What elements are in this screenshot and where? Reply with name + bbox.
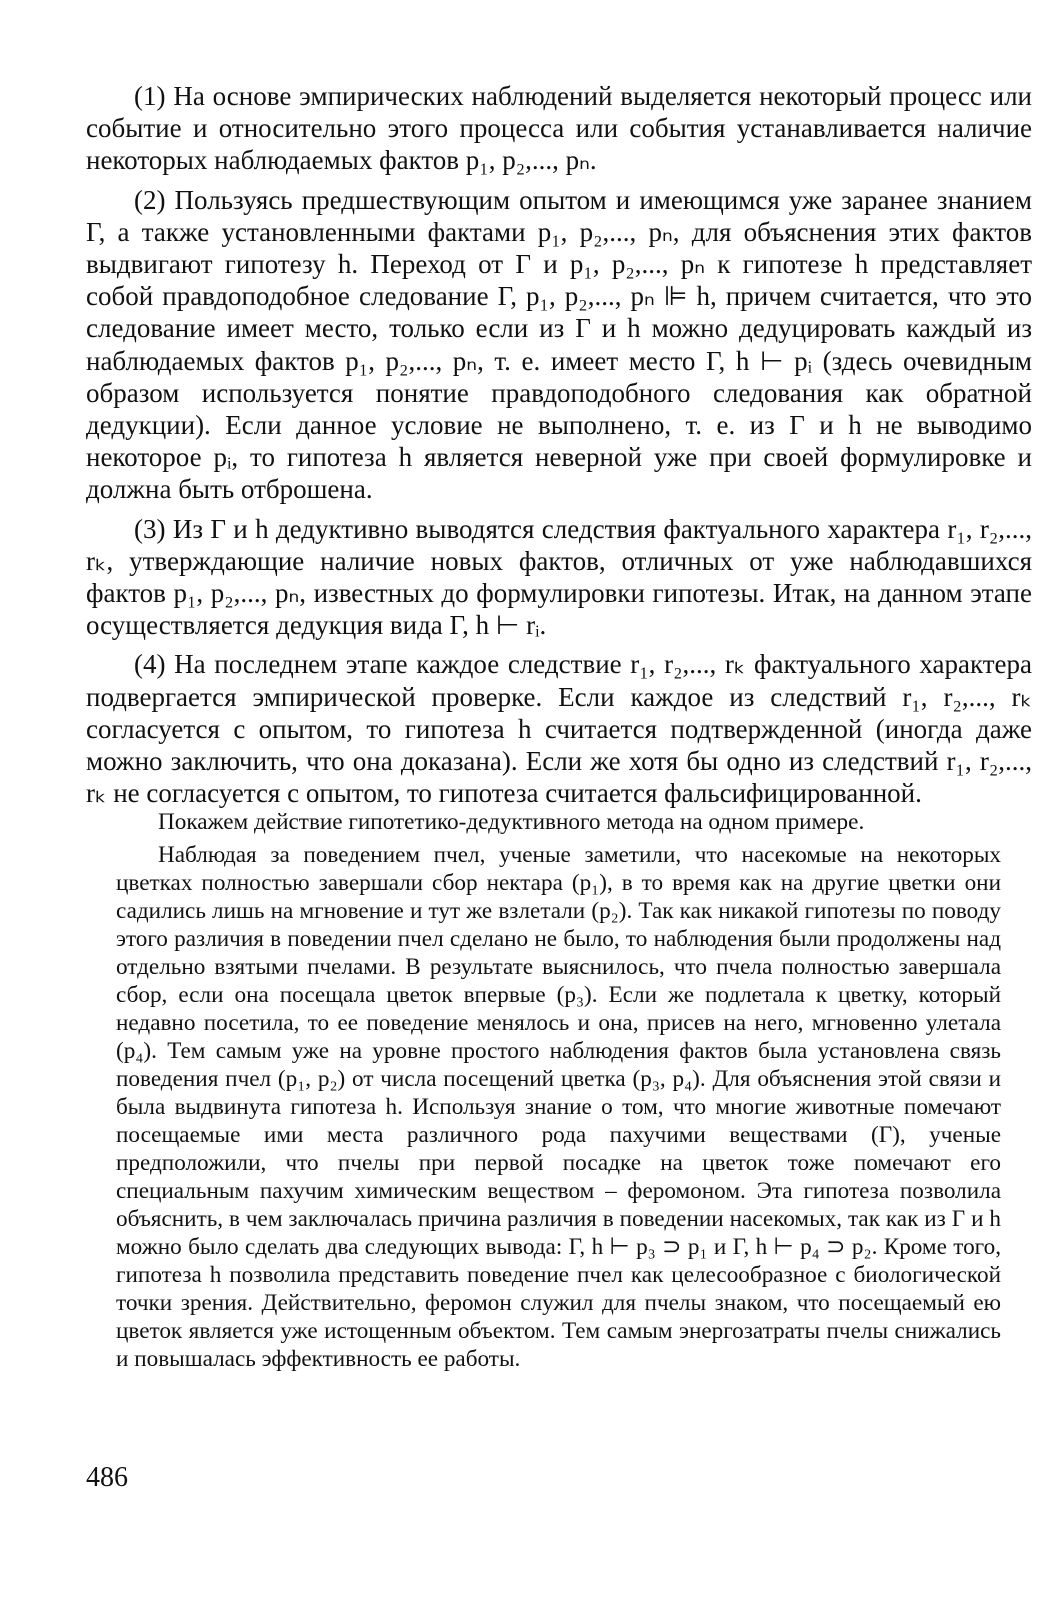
method-steps-section — [86, 80, 1032, 816]
example-bee-paragraph: Наблюдая за поведением пчел, ученые заметили, что насекомые на некоторых цветках полностью завершали сбор нектара (p₁), в то время как на другие цветки они садились лишь на мгновение и тут же взлетали (p₂). Так как никакой гипотезы по поводу этого различия в поведении пчел сделано не было, то наблюдения были продолжены над отдельно взятыми пчелами. В результате выяснилось, что пчела полностью завершала сбор, если она посещала цветок впервые (p₃). Если же подлетала к цветку, который недавно посетила, то ее поведение менялось и она, присев на него, мгновенно улетала (p₄). Тем самым уже на уровне простого наблюдения фактов была установлена связь поведения пчел (p₁, p₂) от числа посещений цветка (p₃, p₄). Для объяснения этой связи и была выдвинута гипотеза h. Используя знание о том, что многие животные помечают посещаемые ими места различного рода пахучими веществами (Г), ученые предположили, что пчелы при первой посадке на цветок тоже помечают его специальным пахучим химическим веществом – феромоном. Эта гипотеза позволила объяснить, в чем заключалась причина различия в поведении насекомых, так как из Г и h можно было сделать два следующих вывода: Г, h ⊢ p₃ ⊃ p₁ и Г, h ⊢ p₄ ⊃ p₂. Кроме того, гипотеза h позволила представить поведение пчел как целесообразное с биологической точки зрения. Действительно, феромон служил для пчелы знаком, что посещаемый ею цветок является уже истощенным объектом. Тем самым энергозатраты пчелы снижались и повышалась эффективность ее работы. — [116, 842, 1001, 1372]
example-intro-paragraph: Покажем действие гипотетико-дедуктивного метода на одном примере. — [158, 809, 865, 835]
step-2-paragraph: (2) Пользуясь предшествующим опытом и имеющимся уже заранее знанием Г, а также установленными фактами p₁, p₂,..., pₙ, для объяснения этих фактов выдвигают гипотезу h. Переход от Г и p₁, p₂,..., pₙ к гипотезе h представляет собой правдоподобное следование Г, p₁, p₂,..., pₙ ⊫ h, причем считается, что это следование имеет место, только если из Г и h можно дедуцировать каждый из наблюдаемых фактов p₁, p₂,..., pₙ, т. е. имеет место Г, h ⊢ pᵢ (здесь очевидным образом используется понятие правдоподобного следования как обратной дедукции). Если данное условие не выполнено, т. е. из Г и h не выводимо некоторое pᵢ, то гипотеза h является неверной уже при своей формулировке и должна быть отброшена. — [86, 184, 1032, 505]
example-section — [116, 808, 1001, 1373]
step-1-paragraph: (1) На основе эмпирических наблюдений выделяется некоторый процесс или событие и относительно этого процесса или события устанавливается наличие некоторых наблюдаемых фактов p₁, p₂,..., pₙ. — [86, 81, 1032, 176]
step-3-paragraph: (3) Из Г и h дедуктивно выводятся следствия фактуального характера r₁, r₂,..., rₖ, утверждающие наличие новых фактов, отличных от уже наблюдавшихся фактов p₁, p₂,..., pₙ, известных до формулировки гипотезы. Итак, на данном этапе осуществляется дедукция вида Г, h ⊢ rᵢ. — [86, 513, 1032, 641]
page-number: 486 — [86, 1462, 128, 1493]
step-4-paragraph: (4) На последнем этапе каждое следствие r₁, r₂,..., rₖ фактуального характера подвергается эмпирической проверке. Если каждое из следствий r₁, r₂,..., rₖ согласуется с опытом, то гипотеза h считается подтвержденной (иногда даже можно заключить, что она доказана). Если же хотя бы одно из следствий r₁, r₂,..., rₖ не согласуется с опытом, то гипотеза считается фальсифицированной. — [86, 649, 1032, 809]
